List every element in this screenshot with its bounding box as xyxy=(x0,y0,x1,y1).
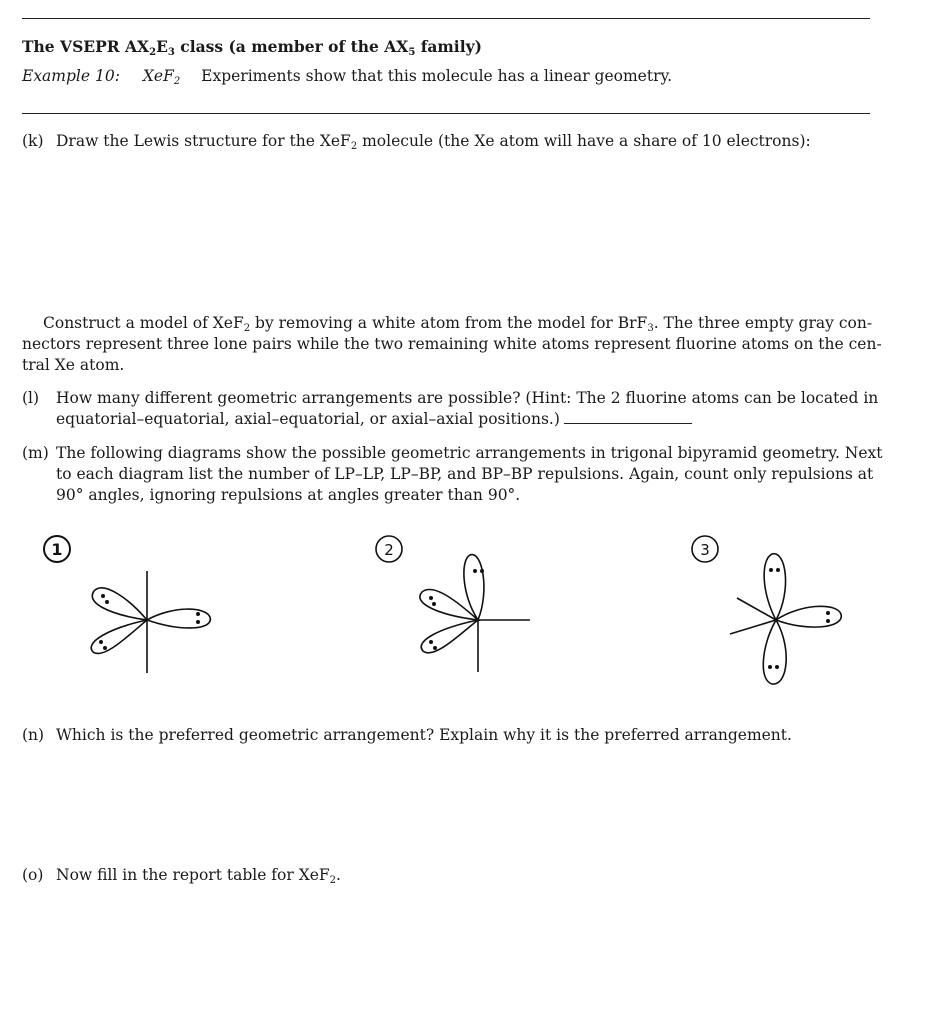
equatorial-bond xyxy=(737,598,776,620)
svg-text:1: 1 xyxy=(51,540,63,559)
question-k-text: Draw the Lewis structure for the XeF$_2$ molecule (the Xe atom will have a share of 10 electrons): xyxy=(56,132,811,152)
question-n-label: (n) xyxy=(22,726,45,744)
construct-line-2: nectors represent three lone pairs while the two remaining white atoms represent fluorine atoms on the cen- xyxy=(22,335,882,353)
diagram-1-number xyxy=(44,536,70,562)
question-m-line-2: to each diagram list the number of LP–LP, LP–BP, and BP–BP repulsions. Again, count only repulsions at xyxy=(56,465,874,483)
example-text: Experiments show that this molecule has a linear geometry. xyxy=(201,67,673,85)
diagram-3-structure xyxy=(730,554,841,684)
example-line xyxy=(22,66,672,87)
construct-line-1: Construct a model of XeF$_2$ by removing a white atom from the model for BrF$_3$. The three empty gray con- xyxy=(43,314,873,334)
lone-pair-lobe xyxy=(421,620,478,653)
construct-paragraph xyxy=(22,313,882,376)
question-m-line-3: 90° angles, ignoring repulsions at angles greater than 90°. xyxy=(56,486,521,504)
diagram-1-structure xyxy=(91,571,210,673)
section-heading: The VSEPR $AX_2E_3$ class (a member of the $AX_5$ family) xyxy=(22,37,482,58)
example-label: Example 10: xyxy=(22,67,120,85)
question-n-text: Which is the preferred geometric arrangement? Explain why it is the preferred arrangement. xyxy=(56,726,792,744)
question-m-line-1: The following diagrams show the possible geometric arrangements in trigonal bipyramid geometry. Next xyxy=(56,444,883,462)
question-m-label: (m) xyxy=(22,444,49,462)
question-o-text: Now fill in the report table for XeF$_2$. xyxy=(56,866,341,886)
svg-text:2: 2 xyxy=(384,541,394,559)
diagram-2-number xyxy=(376,536,402,562)
diagram-3-number xyxy=(692,536,718,562)
question-l-label: (l) xyxy=(22,389,40,407)
question-k-label: (k) xyxy=(22,132,44,150)
lone-pair-lobe xyxy=(91,620,147,653)
question-l-line-2: equatorial–equatorial, axial–equatorial, or axial–axial positions.) xyxy=(56,409,878,430)
lone-pair-lobe xyxy=(464,555,484,620)
question-m-text xyxy=(56,443,883,506)
equatorial-bond xyxy=(730,620,776,634)
answer-blank[interactable] xyxy=(564,409,692,424)
lone-pair-lobe xyxy=(776,606,841,627)
example-formula: XeF$_2$ xyxy=(142,67,181,87)
question-l-text xyxy=(56,388,878,430)
lone-pair-lobe xyxy=(764,554,785,620)
question-l-line-1: How many different geometric arrangements are possible? (Hint: The 2 fluorine atoms can be located in xyxy=(56,389,879,407)
second-rule xyxy=(22,113,870,114)
top-rule xyxy=(22,18,870,19)
lone-pair-lobe xyxy=(147,609,210,628)
lone-pair-lobe xyxy=(420,589,478,620)
diagram-2-structure xyxy=(420,555,530,672)
lone-pair-lobe xyxy=(763,620,786,684)
lone-pair-lobe xyxy=(92,588,147,620)
question-o-label: (o) xyxy=(22,866,44,884)
construct-line-3: tral Xe atom. xyxy=(22,356,125,374)
svg-text:3: 3 xyxy=(700,541,710,559)
